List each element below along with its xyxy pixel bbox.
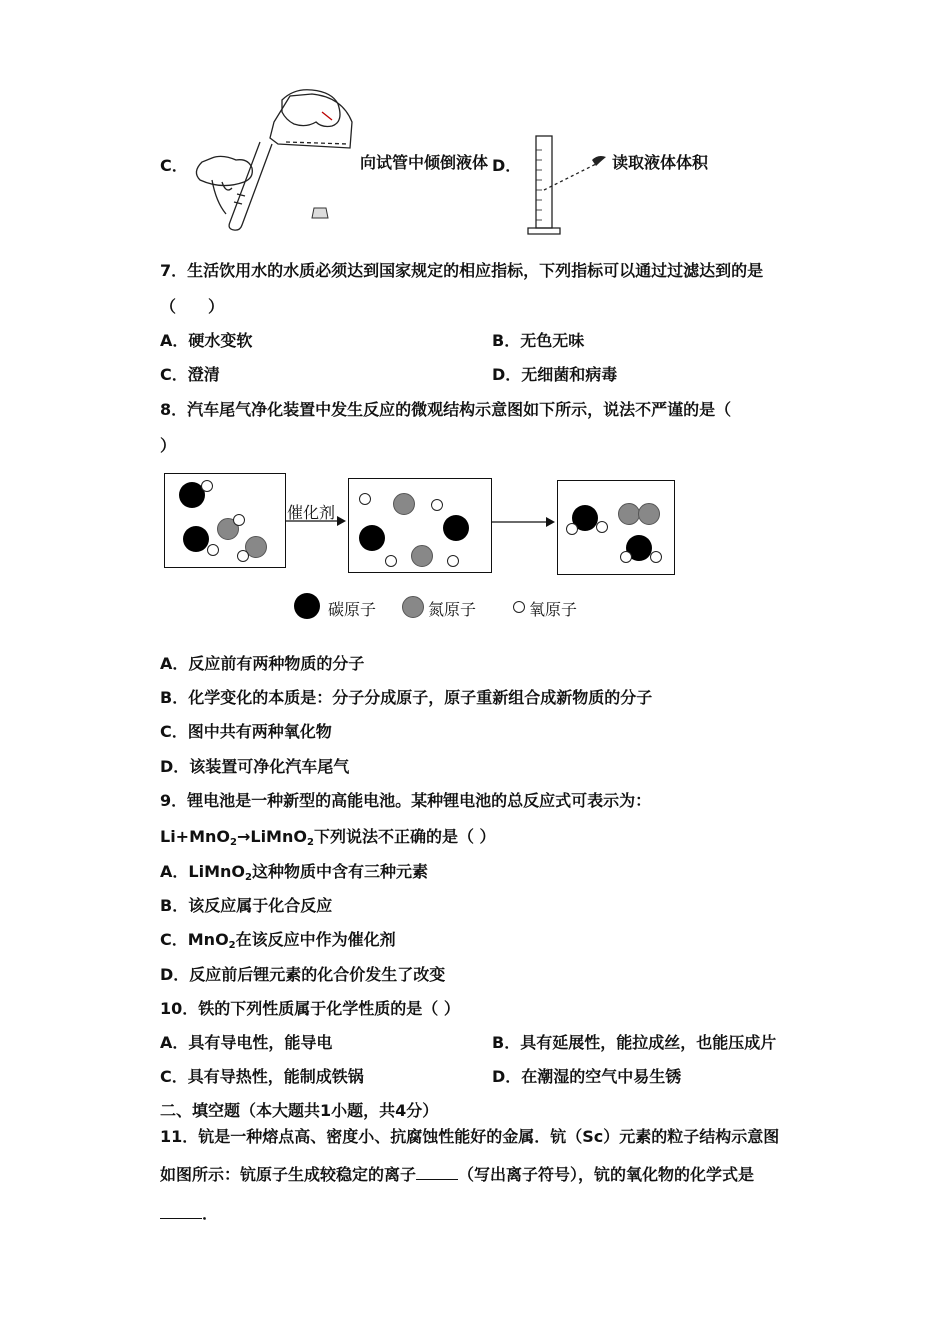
- q9-option-a: [160, 862, 428, 885]
- q11-line3-end: ．: [202, 1204, 219, 1223]
- pour-liquid-illustration: [182, 82, 357, 232]
- nitrogen-atom: [618, 503, 640, 525]
- q9-equation: [160, 827, 496, 850]
- graduated-cylinder-illustration: [520, 130, 615, 240]
- q6-option-c-label: C．: [160, 156, 188, 175]
- q8-option-b: B．化学变化的本质是：分子分成原子，原子重新组合成新物质的分子: [160, 688, 653, 707]
- q7-option-d: D．无细菌和病毒: [492, 365, 618, 384]
- carbon-atom: [183, 526, 209, 552]
- q10-option-c: C．具有导热性，能制成铁锅: [160, 1067, 364, 1086]
- q9-opt-a-formula: LiMnO: [188, 862, 245, 881]
- oxygen-atom: [233, 514, 245, 526]
- oxygen-atom: [596, 521, 608, 533]
- nitrogen-atom: [393, 493, 415, 515]
- arrow-icon: [285, 514, 347, 528]
- legend-carbon-label: 碳原子: [328, 600, 377, 619]
- q7-stem: 7．生活饮用水的水质必须达到国家规定的相应指标，下列指标可以通过过滤达到的是: [160, 261, 764, 280]
- q8-option-a: A．反应前有两种物质的分子: [160, 654, 365, 673]
- q10-option-a: A．具有导电性，能导电: [160, 1033, 333, 1052]
- q11-line3: [160, 1202, 218, 1224]
- answer-blank[interactable]: [160, 1202, 202, 1219]
- atoms-box: [348, 478, 492, 573]
- nitrogen-atom: [411, 545, 433, 567]
- reactant-box: [164, 473, 286, 568]
- oxygen-atom: [237, 550, 249, 562]
- q9-option-d: D．反应前后锂元素的化合价发生了改变: [160, 965, 446, 984]
- q6-option-c-text: 向试管中倾倒液体: [360, 153, 489, 172]
- legend-oxygen-icon: [513, 601, 525, 613]
- q8-stem-end: ）: [160, 436, 177, 455]
- q9-opt-c-sub: 2: [228, 940, 236, 951]
- q9-eq-rest: 下列说法不正确的是（ ）: [313, 827, 496, 846]
- q11-line2: [160, 1163, 754, 1185]
- q11-line2b: （写出离子符号），钪的氧化物的化学式是: [458, 1165, 755, 1184]
- oxygen-atom: [385, 555, 397, 567]
- q9-opt-a-label: A．: [160, 862, 189, 881]
- q9-eq-sub: 2: [230, 837, 237, 848]
- arrow-icon: [492, 515, 556, 529]
- q9-eq-product: LiMnO: [250, 827, 307, 846]
- q9-stem: 9．锂电池是一种新型的高能电池。某种锂电池的总反应式可表示为：: [160, 791, 652, 810]
- q9-opt-a-sub: 2: [244, 872, 252, 883]
- q9-eq-sub: 2: [306, 837, 314, 848]
- oxygen-atom: [566, 523, 578, 535]
- q7-option-c: C．澄清: [160, 365, 220, 384]
- oxygen-atom: [447, 555, 459, 567]
- carbon-atom: [359, 525, 385, 551]
- q9-opt-c-rest: 在该反应中作为催化剂: [235, 930, 396, 949]
- section-title: 二、填空题（本大题共1小题，共4分）: [160, 1101, 439, 1120]
- q7-option-b: B．无色无味: [492, 331, 585, 350]
- oxygen-atom: [359, 493, 371, 505]
- catalyst-label: 催化剂: [287, 503, 336, 522]
- q9-eq-arrow: →: [236, 827, 251, 846]
- legend-nitrogen-icon: [402, 596, 424, 618]
- q7-paren: （ ）: [160, 297, 225, 316]
- oxygen-atom: [431, 499, 443, 511]
- legend-oxygen-label: 氧原子: [529, 600, 578, 619]
- legend-carbon-icon: [294, 593, 320, 619]
- q11-line2a: 如图所示：钪原子生成较稳定的离子: [160, 1165, 417, 1184]
- legend-nitrogen-label: 氮原子: [428, 600, 477, 619]
- oxygen-atom: [620, 551, 632, 563]
- nitrogen-atom: [638, 503, 660, 525]
- q9-opt-a-rest: 这种物质中含有三种元素: [251, 862, 428, 881]
- q6-option-d-label: D．: [492, 156, 522, 175]
- q9-eq-reactants: Li+MnO: [160, 827, 230, 846]
- q10-stem: 10．铁的下列性质属于化学性质的是（ ）: [160, 999, 460, 1018]
- q6-option-d-text: 读取液体体积: [612, 153, 709, 172]
- oxygen-atom: [650, 551, 662, 563]
- q10-option-d: D．在潮湿的空气中易生锈: [492, 1067, 682, 1086]
- q9-opt-c-formula: MnO: [187, 930, 229, 949]
- q8-option-c: C．图中共有两种氧化物: [160, 722, 332, 741]
- product-box: [557, 480, 675, 575]
- carbon-atom: [443, 515, 469, 541]
- q8-stem: 8．汽车尾气净化装置中发生反应的微观结构示意图如下所示，说法不严谨的是（: [160, 400, 732, 419]
- q7-option-a: A．硬水变软: [160, 331, 253, 350]
- answer-blank[interactable]: [416, 1163, 458, 1180]
- q10-option-b: B．具有延展性，能拉成丝，也能压成片: [492, 1033, 777, 1052]
- q9-opt-c-label: C．: [160, 930, 188, 949]
- oxygen-atom: [201, 480, 213, 492]
- oxygen-atom: [207, 544, 219, 556]
- q9-option-b: B．该反应属于化合反应: [160, 896, 333, 915]
- q9-option-c: [160, 930, 396, 953]
- q11-line1: 11．钪是一种熔点高、密度小、抗腐蚀性能好的金属．钪（Sc）元素的粒子结构示意图: [160, 1127, 780, 1146]
- q8-option-d: D．该装置可净化汽车尾气: [160, 757, 350, 776]
